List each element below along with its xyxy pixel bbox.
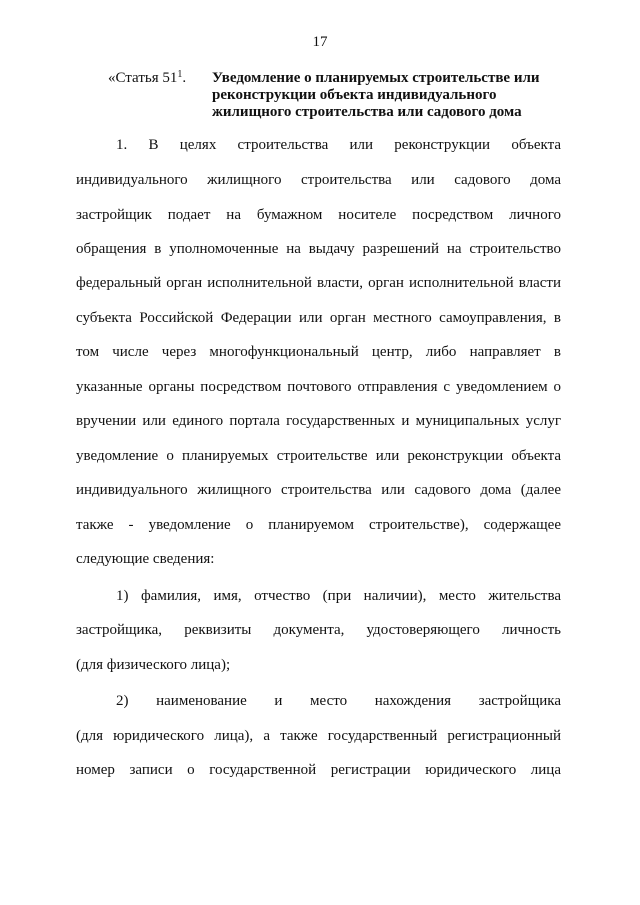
body-line: застройщика, реквизиты документа, удостоверяющего личность: [76, 622, 561, 638]
body-line: индивидуального жилищного строительства или садового дома (далее: [76, 482, 561, 498]
body-line: 2) наименование и место нахождения застройщика: [116, 693, 561, 709]
article-label: [108, 70, 186, 87]
article-title-line-2: реконструкции объекта индивидуального: [212, 87, 497, 103]
body-line: застройщик подает на бумажном носителе посредством личного: [76, 207, 561, 223]
body-line: следующие сведения:: [76, 551, 215, 567]
body-line: индивидуального жилищного строительства или садового дома: [76, 172, 561, 188]
article-label-superscript: 1: [177, 69, 183, 80]
article-label-suffix: .: [182, 70, 187, 86]
body-line: (для физического лица);: [76, 657, 231, 673]
body-line: субъекта Российской Федерации или орган местного самоуправления, в: [76, 310, 561, 326]
body-line: указанные органы посредством почтового отправления с уведомлением о: [76, 379, 561, 395]
body-line: обращения в уполномоченные на выдачу разрешений на строительство: [76, 241, 561, 257]
page-number: 17: [312, 34, 328, 50]
body-line: федеральный орган исполнительной власти, орган исполнительной власти: [76, 275, 561, 291]
body-line: уведомление о планируемых строительстве или реконструкции объекта: [76, 448, 561, 464]
article-title: [212, 70, 572, 121]
body-line: том числе через многофункциональный центр, либо направляет в: [76, 344, 561, 360]
body-line: вручении или единого портала государственных и муниципальных услуг: [76, 413, 561, 429]
body-line: 1. В целях строительства или реконструкции объекта: [116, 137, 561, 153]
article-title-line-1: Уведомление о планируемых строительстве или: [212, 70, 540, 86]
body-line: номер записи о государственной регистрации юридического лица: [76, 762, 561, 778]
body-line: также - уведомление о планируемом строительстве), содержащее: [76, 517, 561, 533]
article-title-line-3: жилищного строительства или садового дома: [212, 104, 522, 120]
body-line: 1) фамилия, имя, отчество (при наличии), место жительства: [116, 588, 561, 604]
body-line: (для юридического лица), а также государственный регистрационный: [76, 728, 561, 744]
article-label-text: «Статья 51: [108, 70, 178, 86]
